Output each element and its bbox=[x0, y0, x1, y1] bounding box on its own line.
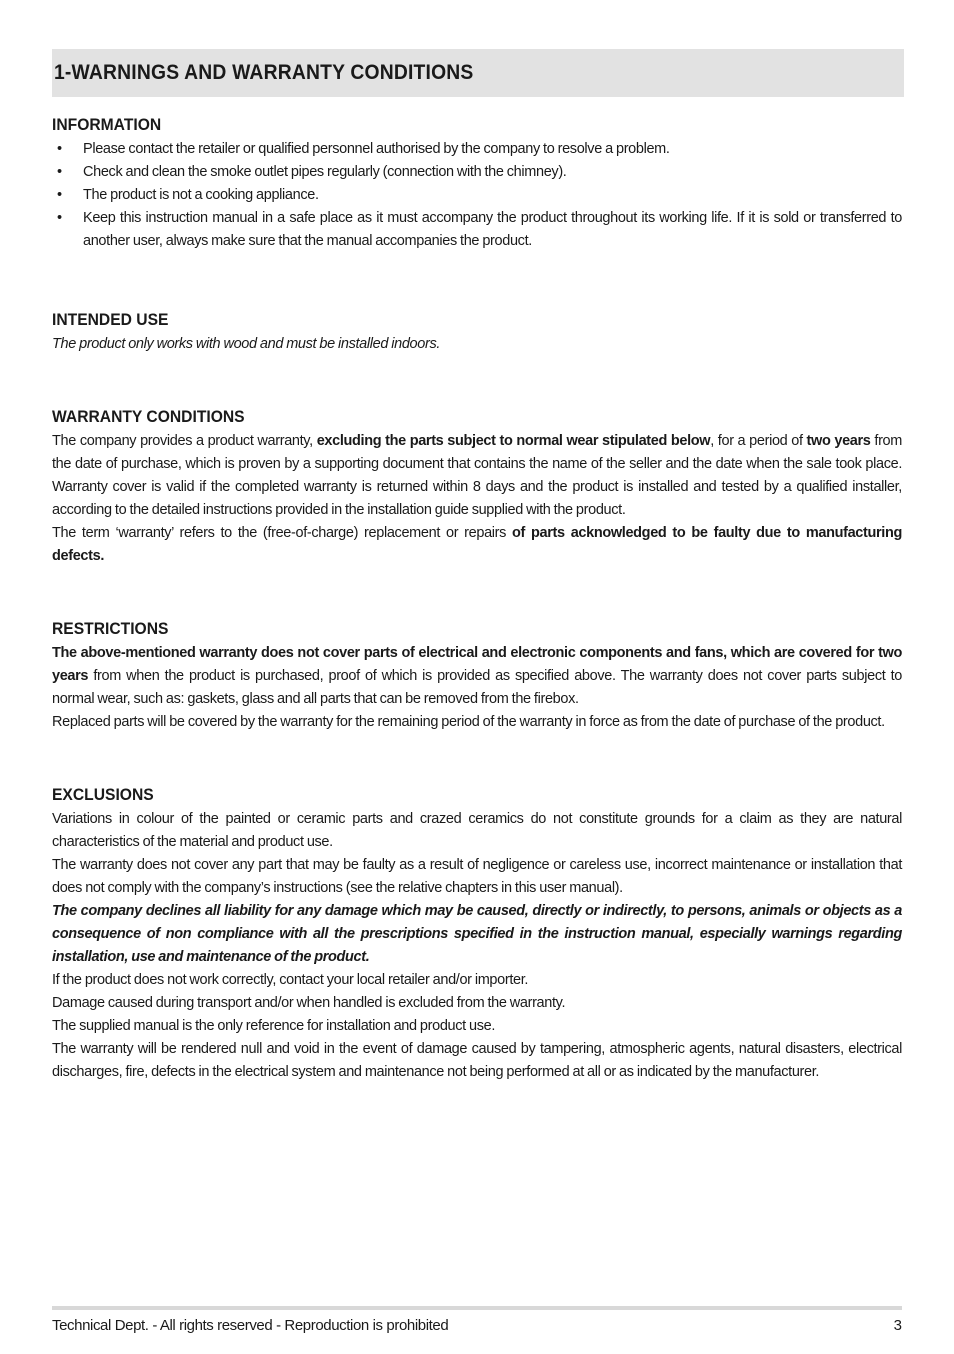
list-item-text: Check and clean the smoke outlet pipes regularly (connection with the chimney). bbox=[83, 164, 567, 180]
page-content bbox=[52, 112, 902, 1084]
intended-use-heading: INTENDED USE bbox=[52, 310, 169, 329]
information-heading: INFORMATION bbox=[52, 115, 162, 134]
section-title-bar bbox=[52, 49, 904, 97]
list-item-text: Keep this instruction manual in a safe place as it must accompany the product throughout its working life. If it is sold or transferred to another user, always make sure that the manual accompanies the product. bbox=[83, 210, 902, 249]
list-item bbox=[52, 161, 902, 184]
restrictions-heading: RESTRICTIONS bbox=[52, 619, 169, 638]
list-item-text: The product is not a cooking appliance. bbox=[83, 187, 319, 203]
exclusions-paragraph-1: Variations in colour of the painted or ceramic parts and crazed ceramics do not constitute grounds for a claim as they are natural characteristics of the material and product use. bbox=[52, 811, 902, 850]
warranty-paragraph-2: The term ‘warranty’ refers to the (free-of-charge) replacement or repairs of parts acknowledged to be faulty due to manufacturing defects. bbox=[52, 525, 902, 564]
bullet-icon: • bbox=[57, 210, 62, 226]
exclusions-paragraph-5: Damage caused during transport and/or when handled is excluded from the warranty. bbox=[52, 995, 566, 1011]
list-item bbox=[52, 207, 902, 253]
warranty-emphasis: excluding the parts subject to normal wear stipulated below bbox=[316, 433, 711, 449]
information-section bbox=[52, 112, 902, 253]
restrictions-paragraph-2: Replaced parts will be covered by the warranty for the remaining period of the warranty in force as from the date of purchase of the product. bbox=[52, 714, 885, 730]
restrictions-emphasis: The above-mentioned warranty does not cover parts of electrical and electronic components and fans, which are covered for two years bbox=[52, 645, 902, 684]
warranty-definition-emphasis: of parts acknowledged to be faulty due to manufacturing defects. bbox=[52, 525, 902, 564]
page-title: 1-WARNINGS AND WARRANTY CONDITIONS bbox=[54, 61, 474, 84]
exclusions-paragraph-2: The warranty does not cover any part that may be faulty as a result of negligence or careless use, incorrect maintenance or installation that does not comply with the company’s instructions (see the relative chapters in this user manual). bbox=[52, 857, 902, 896]
information-list bbox=[52, 138, 902, 253]
bullet-icon: • bbox=[57, 187, 62, 203]
bullet-icon: • bbox=[57, 141, 62, 157]
warranty-paragraph-1: The company provides a product warranty, excluding the parts subject to normal wear stipulated below, for a period of two years from the date of purchase, which is proven by a supporting document that contains the name of the seller and the date when the sale took place. Warranty cover is valid if the completed warranty is returned within 8 days and the product is installed and tested by a qualified installer, according to the detailed instructions provided in the installation guide supplied with the product. bbox=[52, 433, 902, 518]
restrictions-paragraph-1: The above-mentioned warranty does not cover parts of electrical and electronic components and fans, which are covered for two years from when the product is purchased, proof of which is provided as specified above. The warranty does not cover parts subject to normal wear, such as: gaskets, glass and all parts that can be removed from the firebox. bbox=[52, 645, 902, 707]
list-item bbox=[52, 138, 902, 161]
exclusions-paragraph-6: The supplied manual is the only reference for installation and product use. bbox=[52, 1018, 496, 1034]
list-item-text: Please contact the retailer or qualified personnel authorised by the company to resolve a problem. bbox=[83, 141, 670, 157]
page-number: 3 bbox=[893, 1317, 902, 1334]
list-item bbox=[52, 184, 902, 207]
intended-use-section bbox=[52, 307, 902, 356]
exclusions-paragraph-7: The warranty will be rendered null and void in the event of damage caused by tampering, atmospheric agents, natural disasters, electrical discharges, fire, defects in the electrical system and maintenance not being performed at all or as indicated by the manufacturer. bbox=[52, 1041, 902, 1080]
bullet-icon: • bbox=[57, 164, 62, 180]
warranty-conditions-section bbox=[52, 404, 902, 568]
restrictions-section bbox=[52, 616, 902, 734]
warranty-period: two years bbox=[806, 433, 871, 449]
exclusions-heading: EXCLUSIONS bbox=[52, 785, 154, 804]
exclusions-liability-disclaimer: The company declines all liability for any damage which may be caused, directly or indirectly, to persons, animals or objects as a consequence of non compliance with all the prescriptions specified in the instruction manual, especially warnings regarding installation, use and maintenance of the product. bbox=[52, 903, 902, 965]
footer-divider bbox=[52, 1306, 902, 1310]
intended-use-text: The product only works with wood and must be installed indoors. bbox=[52, 336, 441, 352]
footer-text: Technical Dept. - All rights reserved - Reproduction is prohibited bbox=[52, 1317, 449, 1334]
warranty-conditions-heading: WARRANTY CONDITIONS bbox=[52, 407, 245, 426]
exclusions-paragraph-4: If the product does not work correctly, contact your local retailer and/or importer. bbox=[52, 972, 529, 988]
exclusions-section bbox=[52, 782, 902, 1084]
